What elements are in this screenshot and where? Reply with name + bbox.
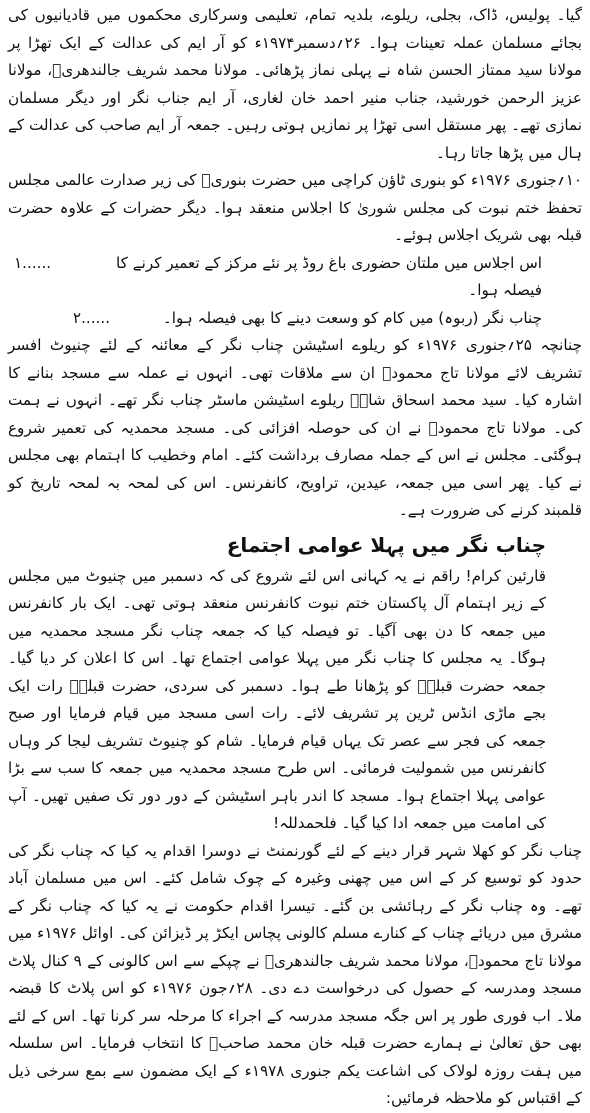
list-item-2-text: چناب نگر (ربوہ) میں کام کو وسعت دینے کا بھی فیصلہ ہوا۔ xyxy=(162,308,542,327)
list-item-1-text: اس اجلاس میں ملتان حضوری باغ روڈ پر نئے مرکز کے تعمیر کرنے کا فیصلہ ہوا۔ xyxy=(116,253,542,299)
paragraph-1: گیا۔ پولیس، ڈاک، بجلی، ریلوے، بلدیہ تمام، تعلیمی وسرکاری محکموں میں قادیانیوں کی بجائے مسلمان عملہ تعینات ہوا۔ ۲۶؍دسمبر۱۹۷۴ء کو آر ایم کی عدالت کے ایک تھڑا پر مولانا سید ممتاز الحسن شاہ نے پہلی نماز پڑھائی۔ مولانا محمد شریف جالندھریؒ، مولانا عزیز الرحمن خورشید، جناب منیر احمد خان لغاری، آر ایم جناب نگر اور دیگر مسلمان نمازی تھے۔ پھر مستقل اسی تھڑا پر نمازیں ہوتی رہیں۔ جمعہ آر ایم صاحب کی عدالت کے ہال میں پڑھا جاتا رہا۔ xyxy=(8,6,583,162)
paragraph-4: قارئین کرام! راقم نے یہ کہانی اس لئے شروع کی کہ دسمبر میں چنیوٹ میں مجلس کے زیر اہتمام آل پاکستان ختم نبوت کانفرنس منعقد ہوتی تھی۔ ایک بار کانفرنس میں جمعہ کا دن بھی آگیا۔ تو فیصلہ کیا کہ جمعہ چناب نگر مسجد محمدیہ میں ہوگا۔ یہ مجلس کا چناب نگر میں پہلا عوامی اجتماع تھا۔ اس کا اعلان کر دیا گیا۔ جمعہ حضرت قبلہؒ کو پڑھانا طے ہوا۔ دسمبر کی سردی، حضرت قبلہؒ رات ایک بجے ماڑی انڈس ٹرین پر تشریف لائے۔ رات اسی مسجد میں قیام فرمایا اور صبح جمعہ کی فجر سے عصر تک یہاں قیام فرمایا۔ شام کو چنیوٹ تشریف لیجا کر وہاں کانفرنس میں شمولیت فرمائی۔ اس طرح مسجد محمدیہ میں جمعہ کا سب سے بڑا عوامی پہلا اجتماع ہوا۔ مسجد کا اندر باہر اسٹیشن کے دور دور تک صفیں تھیں۔ آپ کی امامت میں جمعہ ادا کیا گیا۔ فلحمدللہ! xyxy=(8,566,546,832)
list-item-1 xyxy=(8,250,582,305)
list-item-2-number: ۲...... xyxy=(72,308,111,327)
list-item-2 xyxy=(8,305,582,333)
list-item-1-number: ۱...... xyxy=(14,253,52,272)
paragraph-2: ۱۰؍جنوری ۱۹۷۶ء کو بنوری ٹاؤن کراچی میں حضرت بنوریؒ کی زیر صدارت عالمی مجلس تحفظ ختم نبوت کی مجلس شوریٰ کا اجلاس منعقد ہوا۔ دیگر حضرات کے علاوہ حضرت قبلہ بھی شریک اجلاس ہوئے۔ xyxy=(8,171,583,244)
paragraph-5: چناب نگر کو کھلا شہر قرار دینے کے لئے گورنمنٹ نے دوسرا اقدام یہ کیا کہ چناب نگر کی حدود کو توسیع کر کے اس میں چھنی وغیرہ کے چوک شامل کئے۔ اس میں مسلمان آباد تھے۔ وہ چناب نگر کے رہائشی بن گئے۔ تیسرا اقدام حکومت نے یہ کیا کہ چناب نگر کے مشرق میں دریائے چناب کے کنارے مسلم کالونی پچاس ایکڑ پر ڈیزائن کی۔ اوائل ۱۹۷۶ء میں مولانا تاج محمودؒ، مولانا محمد شریف جالندھریؒ نے چپکے سے اس کالونی کے ۹ کنال پلاٹ مسجد ومدرسہ کے حصول کی درخواست دے دی۔ ۲۸؍جون ۱۹۷۶ء کو اس پلاٹ کا قبضہ ملا۔ اب فوری طور پر اس جگہ مسجد مدرسہ کے اجراء کا مرحلہ سر کرنا تھا۔ اس کے لئے بھی حق تعالیٰ نے ہمارے حضرت قبلہ خان محمد صاحبؒ کا انتخاب فرمایا۔ اس سلسلہ میں ہفت روزہ لولاک کی اشاعت یکم جنوری ۱۹۷۸ء کے ایک مضمون سے بمع سرخی ذیل کے اقتباس کو ملاحظہ فرمائیں: xyxy=(8,841,582,1107)
paragraph-3: چنانچہ ۲۵؍جنوری ۱۹۷۶ء کو ریلوے اسٹیشن چناب نگر کے معائنہ کے لئے چنیوٹ افسر تشریف لائے مولانا تاج محمودؒ ان سے ملاقات تھی۔ انہوں نے عملہ سے مسجد بنانے کا اشارہ کیا۔ سید محمد اسحاق شاہؒ ریلوے اسٹیشن ماسٹر چناب نگر تھے۔ انہوں نے ہمت کی۔ مولانا تاج محمودؒ نے ان کی حوصلہ افزائی کی۔ مسجد محمدیہ کی تعمیر شروع ہوگئی۔ مجلس نے اس کے جملہ مصارف برداشت کئے۔ امام وخطیب کا اہتمام بھی مجلس نے کیا۔ پھر اسی میں جمعہ، عیدین، تراویح، کانفرنس۔ اس کی لمحہ بہ لمحہ تاریخ کو قلمبند کرنے کی ضرورت ہے۔ xyxy=(8,336,583,519)
section-heading: چناب نگر میں پہلا عوامی اجتماع xyxy=(226,532,546,557)
